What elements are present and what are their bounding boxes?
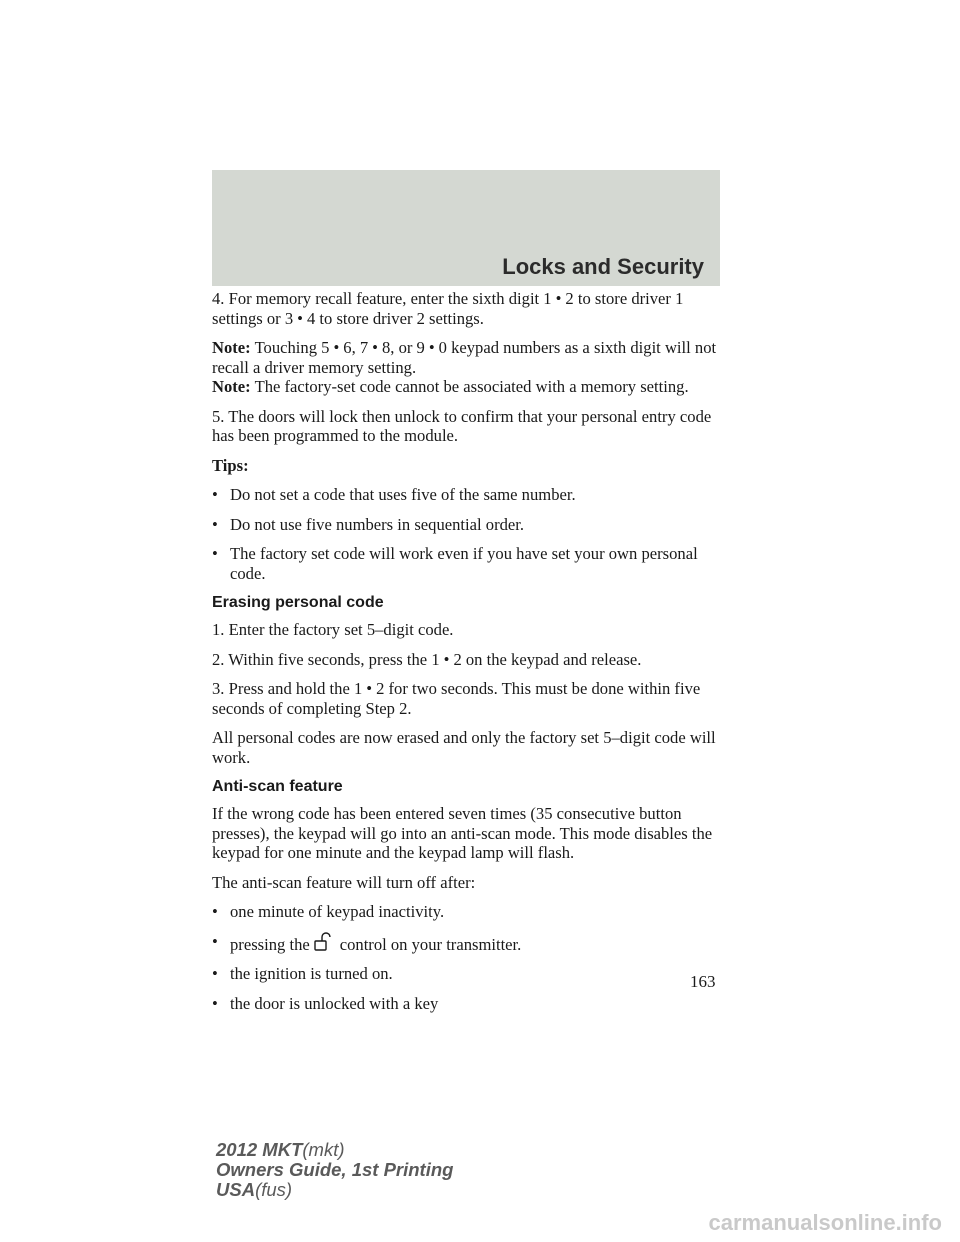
print-footer <box>216 1140 453 1200</box>
antiscan-item: • the door is unlocked with a key <box>212 993 439 1013</box>
bullet-separator: • <box>443 649 450 669</box>
antiscan-item: • the ignition is turned on. <box>212 964 393 983</box>
footer-line-3: USA(fus) <box>216 1179 293 1200</box>
bullet-separator: • <box>555 289 562 308</box>
erasing-heading: Erasing personal code <box>212 594 384 611</box>
erase-step-3: 3. Press and hold the 1 • 2 for two seconds. This must be done within five seconds of completing Step 2. <box>212 679 701 718</box>
antiscan-paragraph: If the wrong code has been entered seven times (35 consecutive button presses), the keypad will go into an anti-scan mode. This mode disables the keypad for one minute and the keypad lamp will flash. <box>212 804 713 862</box>
note-2: Note: The factory-set code cannot be associated with a memory setting. <box>212 377 689 396</box>
page-content <box>212 289 724 1023</box>
note-1: Note: Touching 5 • 6, 7 • 8, or 9 • 0 keypad numbers as a sixth digit will not recall a driver memory setting. <box>212 338 717 377</box>
step-5: 5. The doors will lock then unlock to confirm that your personal entry code has been programmed to the module. <box>212 406 712 445</box>
tips-label: Tips: <box>212 455 249 475</box>
tip-item: • Do not set a code that uses five of the same number. <box>212 485 576 504</box>
tip-item: • The factory set code will work even if you have set your own personal code. <box>212 544 698 583</box>
unlock-padlock-icon <box>312 932 336 952</box>
page-number: 163 <box>690 972 716 991</box>
antiscan-intro: The anti-scan feature will turn off after: <box>212 872 476 892</box>
erase-step-2: 2. Within five seconds, press the 1 • 2 on the keypad and release. <box>212 649 642 669</box>
section-header-band <box>212 170 720 286</box>
antiscan-item: • pressing the control on your transmitter. <box>212 931 522 954</box>
tip-item: • Do not use five numbers in sequential order. <box>212 514 525 534</box>
footer-line-2: Owners Guide, 1st Printing <box>216 1159 454 1180</box>
bullet-separator: • <box>333 338 340 357</box>
step-4: 4. For memory recall feature, enter the sixth digit 1 • 2 to store driver 1 settings or 3 • 4 to store driver 2 settings. <box>212 289 684 328</box>
antiscan-heading: Anti-scan feature <box>212 778 343 795</box>
footer-line-1: 2012 MKT(mkt) <box>216 1139 345 1160</box>
bullet-separator: • <box>366 679 373 698</box>
erase-result: All personal codes are now erased and only the factory set 5–digit code will work. <box>212 728 716 767</box>
antiscan-item: • one minute of keypad inactivity. <box>212 902 445 921</box>
bullet-separator: • <box>372 338 378 357</box>
watermark: carmanualsonline.info <box>708 1210 942 1235</box>
bullet-separator: • <box>428 338 435 357</box>
erase-step-1: 1. Enter the factory set 5–digit code. <box>212 620 454 639</box>
bullet-separator: • <box>297 308 303 328</box>
section-title: Locks and Security <box>502 254 704 279</box>
